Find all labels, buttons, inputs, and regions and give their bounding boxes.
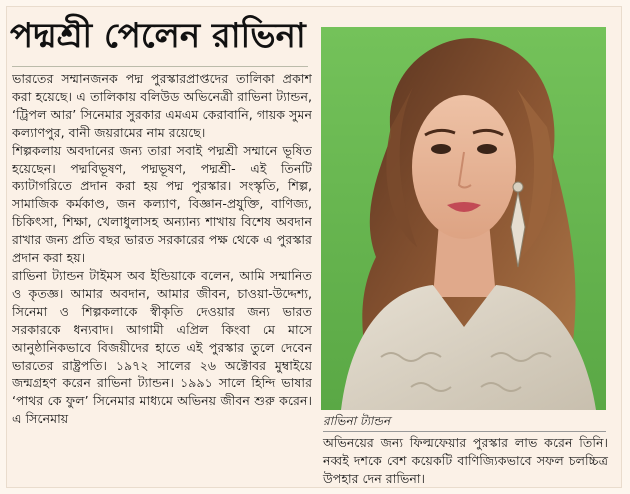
portrait-photo [321,27,606,410]
article-paragraph: ভারতের সম্মানজনক পদ্ম পুরস্কারপ্রাপ্তদের তালিকা প্রকাশ করা হয়েছে। এ তালিকায় বলিউড অভিনেত্রী রাভিনা ট্যান্ডন, ‘ট্রিপল আর’ সিনেমার সুরকার এমএম কেরাবানি, গায়ক সুমন কল্যাণপুর, বানী জয়রামের নাম রয়েছে। [12,71,312,140]
earring-top [513,182,523,192]
article-paragraph: রাভিনা ট্যান্ডন টাইমস অব ইন্ডিয়াকে বলেন, আমি সম্মানিত ও কৃতজ্ঞ। আমার অবদান, আমার জীবন, চাওয়া-উদ্দেশ্য, সিনেমা ও শিল্পকলাকে স্বীকৃতি দেওয়ার জন্য ভারত সরকারকে ধন্যবাদ। আগামী এপ্রিল কিংবা মে মাসে আনুষ্ঠানিকভাবে বিজয়ীদের হাতে এই পুরস্কার তুলে দেবেন ভারতের রাষ্ট্রপতি। ১৯৭২ সালের ২৬ অক্টোবর মুম্বাইয়ে জন্মগ্রহণ করেন রাভিনা ট্যান্ডন। ১৯৯১ সালে হিন্দি ভাষার ‘পাথর কে ফুল’ সিনেমার মাধ্যমে অভিনয় জীবন শুরু করেন। এ সিনেমায় [12,267,312,427]
face-shape [412,95,516,239]
headline-divider [12,66,308,67]
eye-right [477,144,497,154]
continued-text: অভিনয়ের জন্য ফিল্মফেয়ার পুরস্কার লাভ করেন তিনি। নব্বই দশকে বেশ কয়েকটি বাণিজ্যিকভাবে সফল চলচ্চিত্র উপহার দেন রাভিনা। [323,435,608,486]
caption-divider [323,431,606,432]
photo-caption: রাভিনা ট্যান্ডন [323,414,391,428]
article-body [12,70,312,480]
eye-left [431,144,451,154]
article-paragraph: শিল্পকলায় অবদানের জন্য তারা সবাই পদ্মশ্রী সম্মানে ভূষিত হয়েছেন। পদ্মবিভূষণ, পদ্মভূষণ, পদ্মশ্রী- এই তিনটি ক্যাটাগরিতে প্রদান করা হয় পদ্ম পুরস্কার। সংস্কৃতি, শিল্প, সামাজিক কর্মকাণ্ড, জন কল্যাণ, বিজ্ঞান-প্রযুক্তি, বাণিজ্য, চিকিৎসা, শিক্ষা, খেলাধুলাসহ অন্যান্য শাখায় বিশেষ অবদান রাখার জন্য প্রতি বছর ভারত সরকারের পক্ষ থেকে এ পুরস্কার প্রদান করা হয়। [12,142,312,266]
headline: পদ্মশ্রী পেলেন রাভিনা [10,16,306,56]
